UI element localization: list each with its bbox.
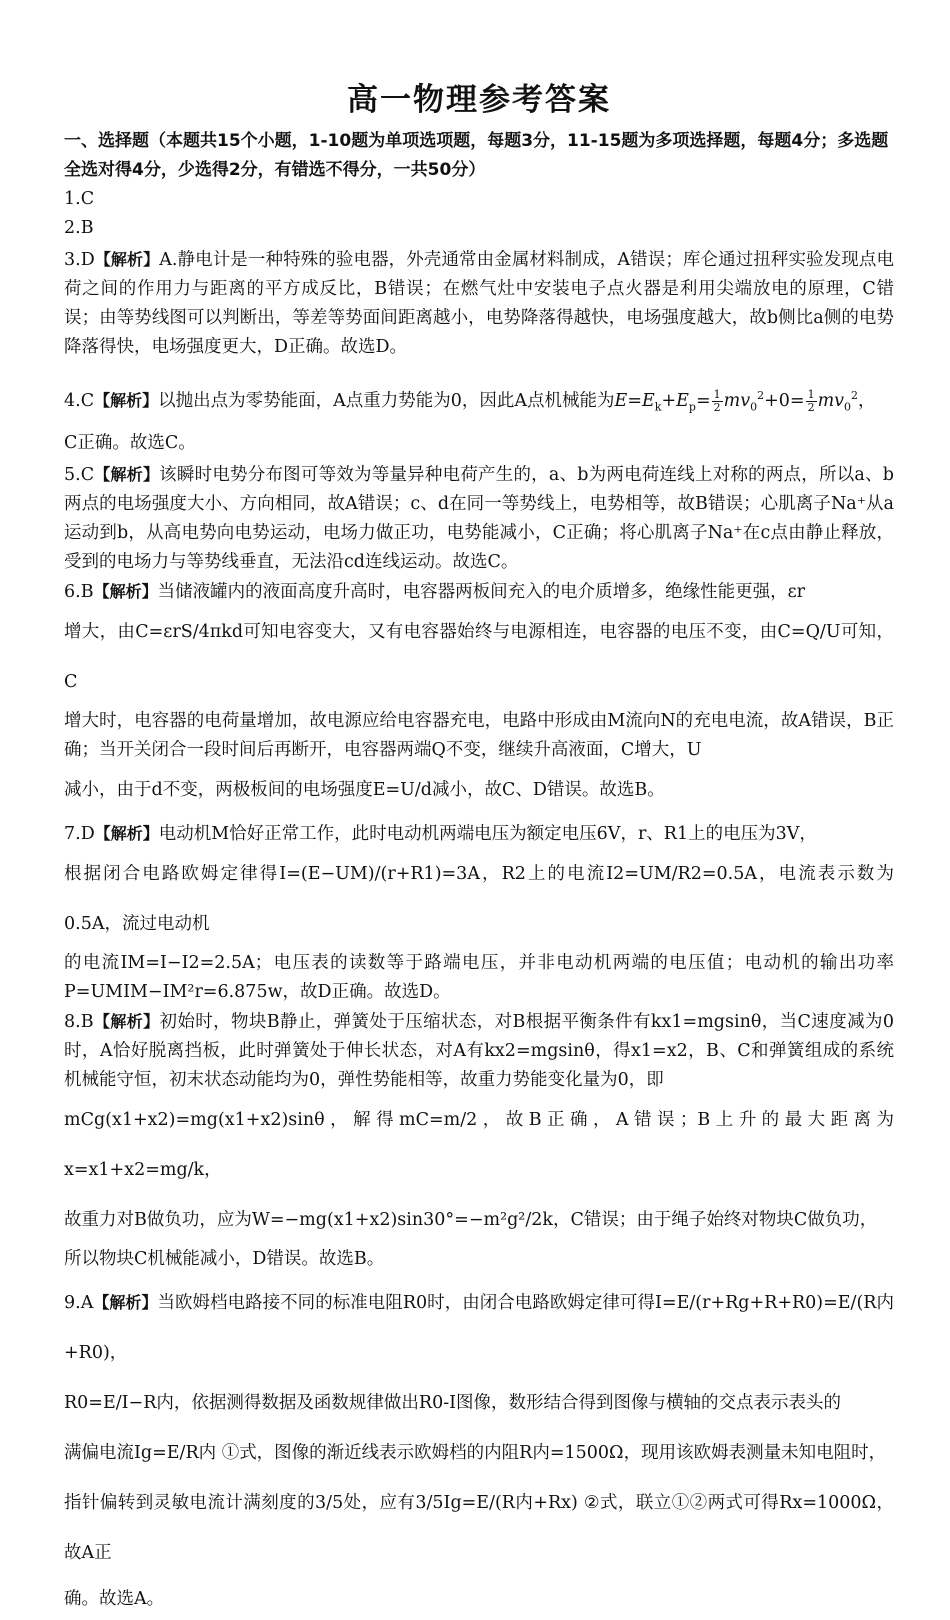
q7-line-1	[64, 819, 894, 849]
q3-explanation: A.静电计是一种特殊的验电器，外壳通常由金属材料制成，A错误；库仑通过扭秤实验发现点电荷之间的作用力与距离的平方成反比，B错误；在燃气灶中安装电子点火器是利用尖端放电的原理，C错误；由等势线图可以判断出，等差等势面间距离越小，电势降落得越快，电场强度越大，故b侧比a侧的电势降落得快，电场强度更大，D正确。故选D。	[64, 250, 894, 357]
q9-tag: 【解析】	[93, 1293, 158, 1313]
answer-q1: 1.C	[64, 189, 95, 209]
q6-number: 6.B	[64, 582, 94, 603]
q8-line-3: 故重力对B做负功，应为W=−mg(x1+x2)sin30°=−m²g²/2k，C错误；由于绳子始终对物块C做负功，	[64, 1210, 878, 1231]
answer-q2: 2.B	[64, 218, 94, 238]
q7-tag: 【解析】	[94, 824, 159, 844]
q3-tag: 【解析】	[94, 250, 160, 269]
q4-line-1	[64, 374, 894, 429]
q7-text-1: 电动机M恰好正常工作，此时电动机两端电压为额定电压6V，r、R1上的电压为3V，	[158, 824, 817, 845]
q4-number: 4.C	[64, 390, 95, 411]
answer-q4	[64, 374, 894, 458]
answer-q3	[64, 245, 894, 362]
answer-q9	[64, 1278, 894, 1620]
q7-line-3: 的电流IM=I−I2=2.5A；电压表的读数等于路端电压，并非电动机两端的电压值；电动机的输出功率P=UMIM−IM²r=6.875w，故D正确。故选D。	[64, 953, 894, 1003]
q6-line-4: 减小，由于d不变，两极板间的电场强度E=U/d减小，故C、D错误。故选B。	[64, 780, 665, 801]
q9-line-5: 确。故选A。	[64, 1589, 165, 1610]
section-heading: 一、选择题（本题共15个小题，1-10题为单项选项题，每题3分，11-15题为多项选择题，每题4分；多选题全选对得4分，少选得2分，有错选不得分，一共50分）	[64, 131, 889, 180]
q4-line-2: C正确。故选C。	[64, 433, 196, 454]
q8-tag: 【解析】	[93, 1012, 160, 1032]
q8-line-1	[64, 1007, 894, 1095]
q4-tag: 【解析】	[94, 390, 159, 410]
q4-formula: $E=E_k+E_p=$ $\frac{1}{2}$ $mv_0^2+0=$ $\frac{1}{2}$ $mv_0^2$，	[614, 387, 876, 414]
q9-line-2: R0=E/I−R内，依据测得数据及函数规律做出R0-I图像，数形结合得到图像与横轴的交点表示表头的	[64, 1393, 842, 1414]
q7-line-2: 根据闭合电路欧姆定律得I=(E−UM)/(r+R1)=3A，R2上的电流I2=UM/R2=0.5A，电流表示数为0.5A，流过电动机	[64, 864, 894, 935]
q9-line-3: 满偏电流Ig=E/R内 ①式，图像的渐近线表示欧姆档的内阻R内=1500Ω，现用该欧姆表测量未知电阻时，	[64, 1443, 887, 1464]
q8-line-4: 所以物块C机械能减小，D错误。故选B。	[64, 1249, 385, 1270]
q5-number: 5.C	[64, 465, 95, 486]
q5-explanation: 该瞬时电势分布图可等效为等量异种电荷产生的，a、b为两电荷连线上对称的两点，所以a、b两点的电场强度大小、方向相同，故A错误；c、d在同一等势线上，电势相等，故B错误；心肌离子Na⁺从a运动到b，从高电势向电势运动，电场力做正功，电势能减小，C正确；将心肌离子Na⁺在c点由静止释放，受到的电场力与等势线垂直，无法沿cd连线运动。故选C。	[64, 465, 894, 573]
q9-line-1	[64, 1278, 894, 1378]
answer-q6	[64, 577, 894, 815]
q6-line-2: 增大，由C=εrS/4πkd可知电容变大，又有电容器始终与电源相连，电容器的电压不变，由C=Q/U可知，C	[64, 622, 894, 693]
q7-number: 7.D	[64, 824, 95, 845]
q8-number: 8.B	[64, 1012, 94, 1033]
q9-number: 9.A	[64, 1293, 94, 1314]
answer-q5	[64, 460, 894, 577]
q8-line-2: mCg(x1+x2)=mg(x1+x2)sinθ，解得mC=m/2，故B正确，A错误；B上升的最大距离为x=x1+x2=mg/k，	[64, 1110, 894, 1181]
q9-line-4: 指针偏转到灵敏电流计满刻度的3/5处，应有3/5Ig=E/(R内+Rx) ②式，联立①②两式可得Rx=1000Ω，故A正	[64, 1493, 894, 1564]
answer-q8	[64, 1007, 894, 1274]
q9-text-1: 当欧姆档电路接不同的标准电阻R0时，由闭合电路欧姆定律可得I=E/(r+Rg+R+R0)=E/(R内+R0)，	[64, 1293, 894, 1364]
q8-text-1: 初始时，物块B静止，弹簧处于压缩状态，对B根据平衡条件有kx1=mgsinθ，当C速度减为0时，A恰好脱离挡板，此时弹簧处于伸长状态，对A有kx2=mgsinθ，得x1=x2，B、C和弹簧组成的系统机械能守恒，初末状态动能均为0，弹性势能相等，故重力势能变化量为0，即	[64, 1012, 894, 1091]
q4-text-1: 以抛出点为零势能面，A点重力势能为0，因此A点机械能为	[158, 390, 615, 411]
q6-line-1	[64, 577, 894, 607]
q3-number: 3.D	[64, 250, 95, 270]
q6-tag: 【解析】	[93, 582, 158, 602]
answer-q7	[64, 819, 894, 1007]
q6-line-3: 增大时，电容器的电荷量增加，故电源应给电容器充电，电路中形成由M流向N的充电电流，故A错误，B正确；当开关闭合一段时间后再断开，电容器两端Q不变，继续升高液面，C增大，U	[64, 711, 894, 761]
page-title: 高一物理参考答案	[347, 82, 611, 118]
q6-text-1: 当储液罐内的液面高度升高时，电容器两板间充入的电介质增多，绝缘性能更强，εr	[157, 582, 806, 603]
q5-tag: 【解析】	[94, 465, 160, 485]
